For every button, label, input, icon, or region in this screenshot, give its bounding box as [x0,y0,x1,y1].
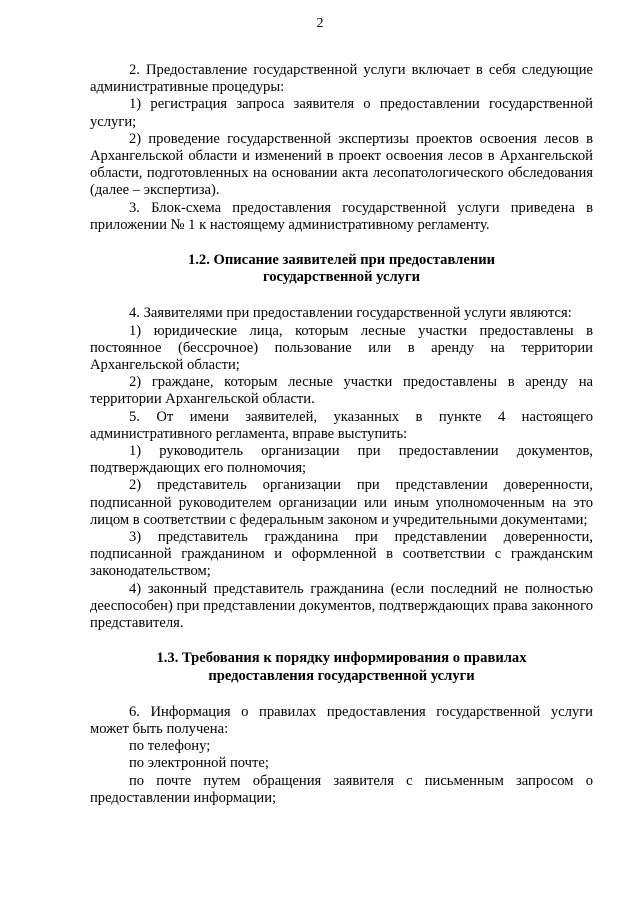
paragraph-4-item-2: 2) граждане, которым лесные участки предоставлены в аренду на территории Архангельской области. [90,374,593,408]
heading-1-3-line-2: предоставления государственной услуги [208,667,475,684]
paragraph-4-item-1: 1) юридические лица, которым лесные участки предоставлены в постоянное (бессрочное) пользование или в аренду на территории Архангельской области; [90,322,593,374]
document-body [90,62,593,807]
paragraph-2: 2. Предоставление государственной услуги включает в себя следующие административные процедуры: [90,62,593,96]
paragraph-5-item-2: 2) представитель организации при представлении доверенности, подписанной руководителем организации или иным уполномоченным на это лицом в соответствии с федеральным законом и учредительными документами; [90,477,593,528]
paragraph-3: 3. Блок-схема предоставления государственной услуги приведена в приложении № 1 к настоящему административному регламенту. [90,199,593,233]
page-number: 2 [316,16,324,31]
paragraph-6: 6. Информация о правилах предоставления государственной услуги может быть получена: [90,703,593,737]
paragraph-2-item-2: 2) проведение государственной экспертизы проектов освоения лесов в Архангельской области и изменений в проект освоения лесов в Архангельской области, подготовленных на основании акта лесопатологического обследования (далее – экспертиза). [90,130,593,199]
paragraph-5-item-3: 3) представитель гражданина при представлении доверенности, подписанной гражданином и оформленной в соответствии с гражданским законодательством; [90,529,593,580]
paragraph-6-item-post: по почте путем обращения заявителя с письменным запросом о предоставлении информации; [90,772,593,806]
paragraph-5: 5. От имени заявителей, указанных в пункте 4 настоящего административного регламента, вправе выступить: [90,408,593,442]
heading-1-2-line-2: государственной услуги [262,269,421,286]
paragraph-6-item-email: по электронной почте; [129,755,269,772]
paragraph-4: 4. Заявителями при предоставлении государственной услуги являются: [129,305,572,322]
paragraph-6-item-phone: по телефону; [129,738,211,755]
paragraph-5-item-1: 1) руководитель организации при предоставлении документов, подтверждающих его полномочия; [90,443,593,477]
paragraph-5-item-4: 4) законный представитель гражданина (если последний не полностью дееспособен) при представлении документов, подтверждающих права законного представителя. [90,580,593,632]
heading-1-3-line-1: 1.3. Требования к порядку информирования о правилах [156,650,527,667]
paragraph-2-item-1: 1) регистрация запроса заявителя о предоставлении государственной услуги; [90,96,593,130]
heading-1-2-line-1: 1.2. Описание заявителей при предоставлении [187,252,496,269]
